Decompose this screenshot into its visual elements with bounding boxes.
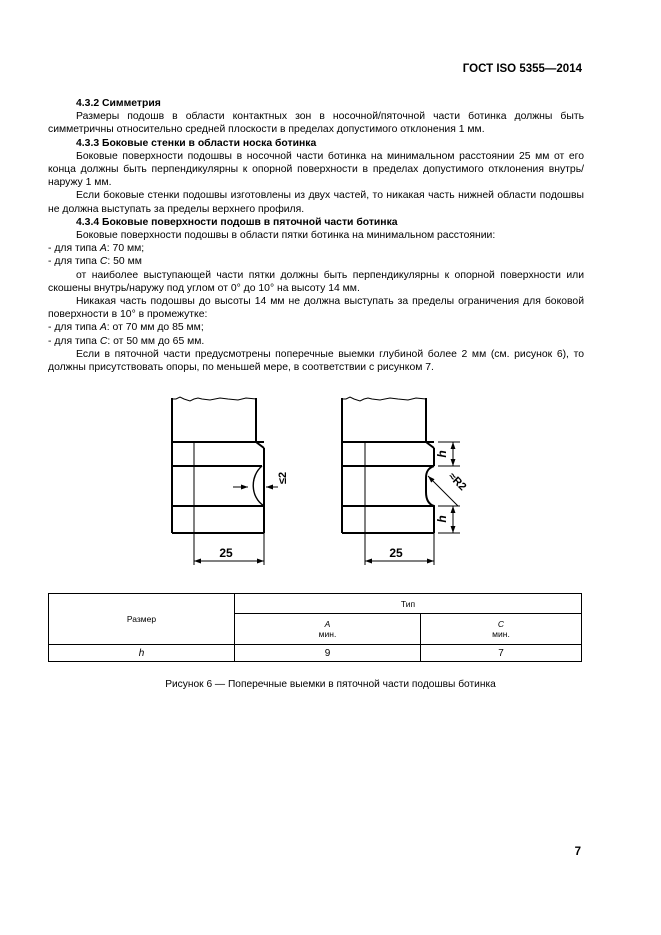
- header-size: Размер: [49, 594, 235, 645]
- section-4-3-3-title: 4.3.3 Боковые стенки в области носка ботинка: [76, 137, 317, 149]
- list-item-type-a-range: - для типа А: от 70 мм до 85 мм;: [48, 322, 204, 334]
- header-type-a: А мин.: [235, 614, 421, 645]
- list-item-type-c-50: - для типа С: 50 мм: [48, 256, 142, 268]
- section-4-3-4-para-2: от наиболее выступающей части пятки должны быть перпендикулярны к опорной поверхности или скошены внутрь/наружу под углом от 0° до 10° на высоту 14 мм.: [48, 269, 584, 294]
- upper-h-label: h: [435, 450, 449, 458]
- header-type-c: С мин.: [421, 614, 582, 645]
- right-sole-drawing: [342, 397, 460, 565]
- section-4-3-2-title: 4.3.2 Симметрия: [76, 98, 161, 109]
- page-number: 7: [574, 846, 581, 858]
- left-sole-drawing: [172, 397, 278, 565]
- section-4-3-4-para-1: Боковые поверхности подошвы в области пятки ботинка на минимальном расстоянии:: [76, 230, 496, 242]
- section-4-3-4-para-4: Если в пяточной части предусмотрены поперечные выемки глубиной более 2 мм (см. рисунок 6), то должны присутствовать опоры, по меньшей мере, в соответствии с рисунком 7.: [48, 348, 584, 374]
- row-param-h: h: [49, 645, 235, 662]
- section-4-3-3-para-1: Боковые поверхности подошвы в носочной части ботинка на минимальном расстоянии 25 мм от его конца должны быть перпендикулярны к опорной поверхности в пределах допустимого отклонения внутрь/наружу 1 мм.: [48, 150, 584, 189]
- figure-caption: Рисунок 6 — Поперечные выемки в пяточной части подошвы ботинка: [165, 679, 496, 690]
- value-type-c: 7: [421, 645, 582, 662]
- section-4-3-4-title: 4.3.4 Боковые поверхности подошв в пяточной части ботинка: [76, 216, 398, 228]
- body-text: [48, 97, 584, 374]
- section-4-3-3-para-2: Если боковые стенки подошвы изготовлены из двух частей, то никакая часть нижней области подошвы не должна выступать за пределы верхнего профиля.: [48, 190, 584, 215]
- lower-h-label: h: [435, 515, 449, 523]
- section-4-3-4-para-3: Никакая часть подошвы до высоты 14 мм не должна выступать за пределы ограничения для боковой поверхности в 10° в промежутке:: [48, 296, 584, 321]
- list-item-type-c-range: - для типа С: от 50 мм до 65 мм.: [48, 335, 205, 347]
- left-gap-label: ≤2: [277, 471, 289, 485]
- radius-label: ≈R2: [445, 470, 469, 494]
- document-header: ГОСТ ISO 5355—2014: [462, 63, 582, 75]
- dimension-table: [48, 593, 582, 662]
- value-type-a: 9: [235, 645, 421, 662]
- header-type: Тип: [235, 594, 582, 614]
- figure-6-drawing: [0, 388, 661, 578]
- list-item-type-a-70: - для типа А: 70 мм;: [48, 243, 145, 255]
- section-4-3-2-text: Размеры подошв в области контактных зон в носочной/пяточной части ботинка должны быть симметричны относительно средней плоскости в пределах допустимого отклонения 1 мм.: [48, 111, 584, 136]
- right-dimension-25: 25: [389, 546, 403, 560]
- left-dimension-25: 25: [219, 546, 233, 560]
